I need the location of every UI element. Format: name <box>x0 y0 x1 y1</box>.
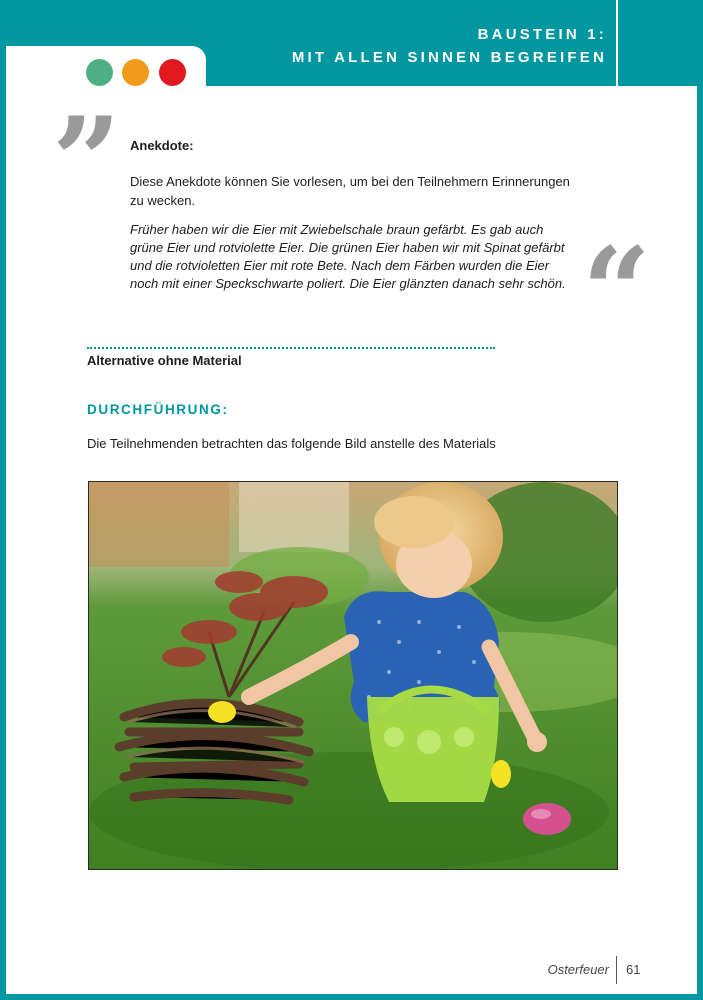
photo-child-easter-basket <box>88 481 618 870</box>
level-dot-orange <box>122 59 149 86</box>
header-divider <box>616 0 618 86</box>
section-divider <box>87 347 495 349</box>
footer-chapter-label: Osterfeuer <box>547 962 609 977</box>
anekdote-heading: Anekdote: <box>130 138 194 153</box>
section-text: Die Teilnehmenden betrachten das folgende Bild anstelle des Materials <box>87 436 496 451</box>
header-title-line2: MIT ALLEN SINNEN BEGREIFEN <box>291 49 607 66</box>
quote-open-icon: ” <box>52 91 122 232</box>
level-dot-green <box>86 59 113 86</box>
level-dot-red <box>159 59 186 86</box>
anekdote-intro: Diese Anekdote können Sie vorlesen, um bei den Teilnehmern Erinnerungen zu wecken. <box>130 174 570 208</box>
page-number: 61 <box>626 962 641 977</box>
section-heading: DURCHFÜHRUNG: <box>87 402 229 417</box>
header-title <box>292 23 607 69</box>
quote-close-icon: “ <box>582 221 652 362</box>
footer-divider <box>616 956 617 984</box>
alternative-title: Alternative ohne Material <box>87 353 242 368</box>
anekdote-story: Früher haben wir die Eier mit Zwiebelschale braun gefärbt. Es gab auch grüne Eier und rotviolette Eier. Die grünen Eier haben wir mit Spinat gefärbt und die rotvioletten Eier mit rote Bete. Nach dem Färben wurden die Eier noch mit einer Speckschwarte poliert. Die Eier glänzten danach sehr schön. <box>130 222 566 291</box>
header-title-line1: BAUSTEIN 1: <box>477 26 607 43</box>
